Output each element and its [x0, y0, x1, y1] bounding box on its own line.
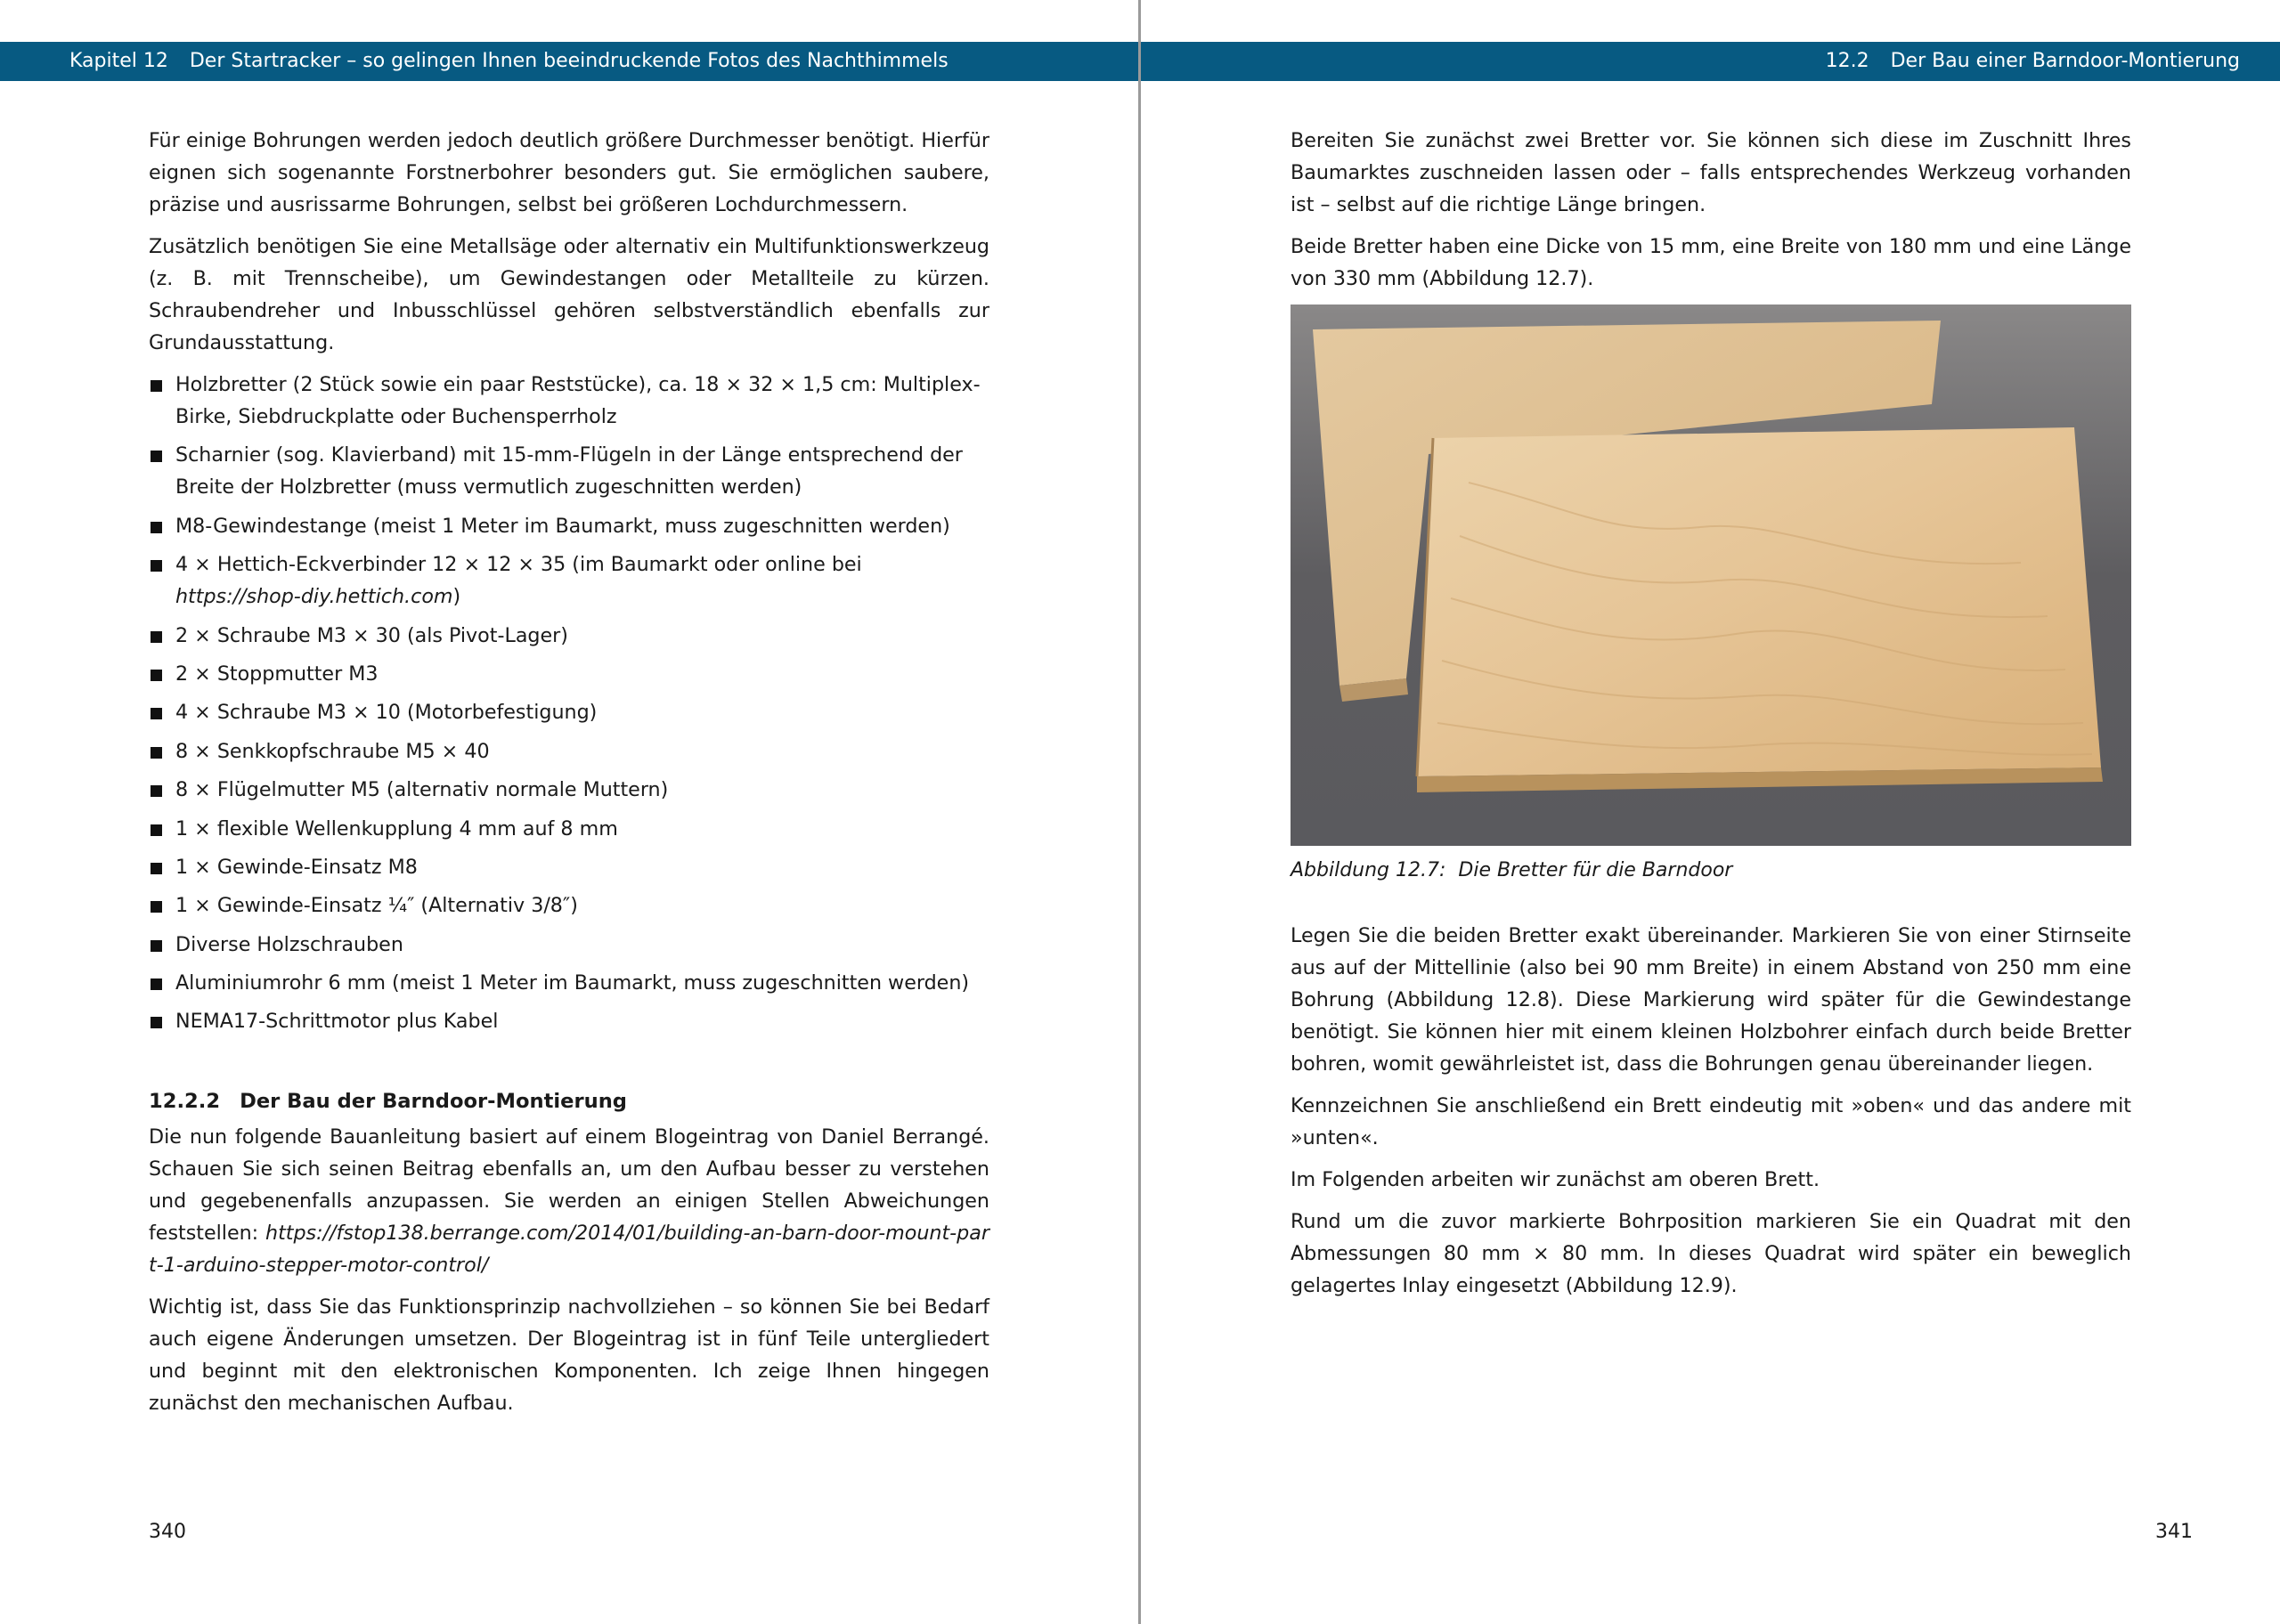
list-item: 8 × Senkkopfschraube M5 × 40 — [149, 735, 989, 767]
right-page — [1141, 0, 2280, 1624]
list-item: 1 × Gewinde-Einsatz M8 — [149, 851, 989, 883]
list-item: 2 × Stoppmutter M3 — [149, 658, 989, 690]
materials-list — [149, 369, 989, 1037]
section-number: 12.2.2 — [149, 1090, 221, 1114]
paragraph: Beide Bretter haben eine Dicke von 15 mm, eine Breite von 180 mm und eine Länge von 330 mm (Abbildung 12.7). — [1291, 235, 2131, 290]
section-title: Der Bau der Barndoor-Montierung — [240, 1090, 627, 1114]
paragraph: Für einige Bohrungen werden jedoch deutlich größere Durchmesser benötigt. Hierfür eignen sich sogenannte Forstnerbohrer besonders gut. Sie ermöglichen saubere, präzise und ausrissarme Bohrungen, selbst bei größeren Lochdurchmessern. — [149, 129, 989, 216]
bullet-icon — [151, 708, 162, 719]
list-item: 4 × Schraube M3 × 10 (Motorbefestigung) — [149, 696, 989, 728]
list-item: 8 × Flügelmutter M5 (alternativ normale Muttern) — [149, 774, 989, 806]
chapter-number: Kapitel 12 — [69, 50, 168, 72]
blog-link[interactable]: https://fstop138.berrange.com/2014/01/building-an-barn-door-mount-part-1-arduino-stepper-motor-control/ — [149, 1222, 989, 1278]
paragraph: Kennzeichnen Sie anschließend ein Brett eindeutig mit »oben« und das andere mit »unten«. — [1291, 1094, 2131, 1149]
list-item: 1 × Gewinde-Einsatz ¼″ (Alternativ 3/8″) — [149, 889, 989, 922]
section-title: Der Bau einer Barndoor-Montierung — [1890, 50, 2240, 72]
bullet-icon — [151, 785, 162, 797]
bullet-icon — [151, 380, 162, 392]
wood-boards-photo — [1291, 304, 2131, 846]
paragraph: Bereiten Sie zunächst zwei Bretter vor. Sie können sich diese im Zuschnitt Ihres Baumarktes zuschneiden lassen oder – falls entsprechendes Werkzeug vorhanden ist – selbst auf die richtige Länge bringen. — [1291, 129, 2131, 216]
paragraph: Legen Sie die beiden Bretter exakt übereinander. Markieren Sie von einer Stirnseite aus auf der Mittellinie (also bei 90 mm Breite) in einem Abstand von 250 mm eine Bohrung (Abbildung 12.8). Diese Markierung wird später für die Gewindestange benötigt. Sie können hier mit einem kleinen Holzbohrer einfach durch beide Bretter bohren, womit gewährleistet ist, dass die Bohrungen genau übereinander liegen. — [1291, 924, 2131, 1076]
bullet-icon — [151, 670, 162, 681]
list-item: Diverse Holzschrauben — [149, 929, 989, 961]
list-item: 2 × Schraube M3 × 30 (als Pivot-Lager) — [149, 620, 989, 652]
list-item: Scharnier (sog. Klavierband) mit 15-mm-Flügeln in der Länge entsprechend der Breite der Holzbretter (muss vermutlich zugeschnitten werden) — [149, 439, 989, 503]
figure-caption: Abbildung 12.7: Die Bretter für die Barndoor — [1291, 859, 1733, 881]
list-item: Aluminiumrohr 6 mm (meist 1 Meter im Baumarkt, muss zugeschnitten werden) — [149, 967, 989, 999]
bullet-icon — [151, 631, 162, 643]
bullet-icon — [151, 824, 162, 836]
left-page-body — [149, 125, 989, 1429]
page-number: 340 — [149, 1521, 186, 1543]
list-item: Holzbretter (2 Stück sowie ein paar Reststücke), ca. 18 × 32 × 1,5 cm: Multiplex-Birke, Siebdruckplatte oder Buchensperrholz — [149, 369, 989, 433]
bullet-icon — [151, 747, 162, 759]
bullet-icon — [151, 522, 162, 533]
paragraph: Rund um die zuvor markierte Bohrposition markieren Sie ein Quadrat mit den Abmessungen 80 mm × 80 mm. In dieses Quadrat wird später ein beweglich gelagertes Inlay eingesetzt (Abbildung 12.9). — [1291, 1210, 2131, 1297]
list-item: 1 × flexible Wellenkupplung 4 mm auf 8 mm — [149, 813, 989, 845]
paragraph: Die nun folgende Bauanleitung basiert auf einem Blogeintrag von Daniel Berrangé. Schauen Sie sich seinen Beitrag ebenfalls an, um den Aufbau besser zu verstehen und gegebenenfalls anzupassen. Sie werden an einigen Stellen Abweichungen feststellen: https://fstop138.berrange.com/2014/01/building-an-barn-door-mount-part-1-arduino-stepper-motor-control/ — [149, 1125, 989, 1278]
chapter-title: Der Startracker – so gelingen Ihnen beeindruckende Fotos des Nachthimmels — [189, 50, 949, 72]
board-front — [1417, 427, 2101, 776]
paragraph: Zusätzlich benötigen Sie eine Metallsäge oder alternativ ein Multifunktionswerkzeug (z. B. mit Trennscheibe), um Gewindestangen oder Metallteile zu kürzen. Schraubendreher und Inbusschlüssel gehören selbstverständlich ebenfalls zur Grundausstattung. — [149, 235, 989, 354]
bullet-icon — [151, 1017, 162, 1028]
hettich-link[interactable]: https://shop-diy.hettich.com — [175, 585, 453, 609]
list-item: M8-Gewindestange (meist 1 Meter im Baumarkt, muss zugeschnitten werden) — [149, 510, 989, 542]
right-page-body — [1291, 125, 2131, 1311]
bullet-icon — [151, 863, 162, 874]
bullet-icon — [151, 451, 162, 462]
paragraph: Wichtig ist, dass Sie das Funktionsprinzip nachvollziehen – so können Sie bei Bedarf auch eigene Änderungen umsetzen. Der Blogeintrag ist in fünf Teile untergliedert und beginnt mit den elektronischen Komponenten. Ich zeige Ihnen hingegen zunächst den mechanischen Aufbau. — [149, 1295, 989, 1416]
figure-wood-boards — [1291, 304, 2131, 846]
bullet-icon — [151, 940, 162, 952]
list-item: 4 × Hettich-Eckverbinder 12 × 12 × 35 (im Baumarkt oder online bei https://shop-diy.hettich.com) — [149, 548, 989, 613]
bullet-icon — [151, 901, 162, 913]
section-number: 12.2 — [1825, 50, 1869, 72]
bullet-icon — [151, 560, 162, 572]
left-page — [0, 0, 1138, 1624]
section-heading — [149, 1085, 989, 1117]
paragraph: Im Folgenden arbeiten wir zunächst am oberen Brett. — [1291, 1168, 1820, 1191]
bullet-icon — [151, 978, 162, 990]
list-item: NEMA17-Schrittmotor plus Kabel — [149, 1005, 989, 1037]
running-header-right — [1141, 42, 2280, 81]
running-header-left — [0, 42, 1138, 81]
page-number: 341 — [2155, 1521, 2193, 1543]
